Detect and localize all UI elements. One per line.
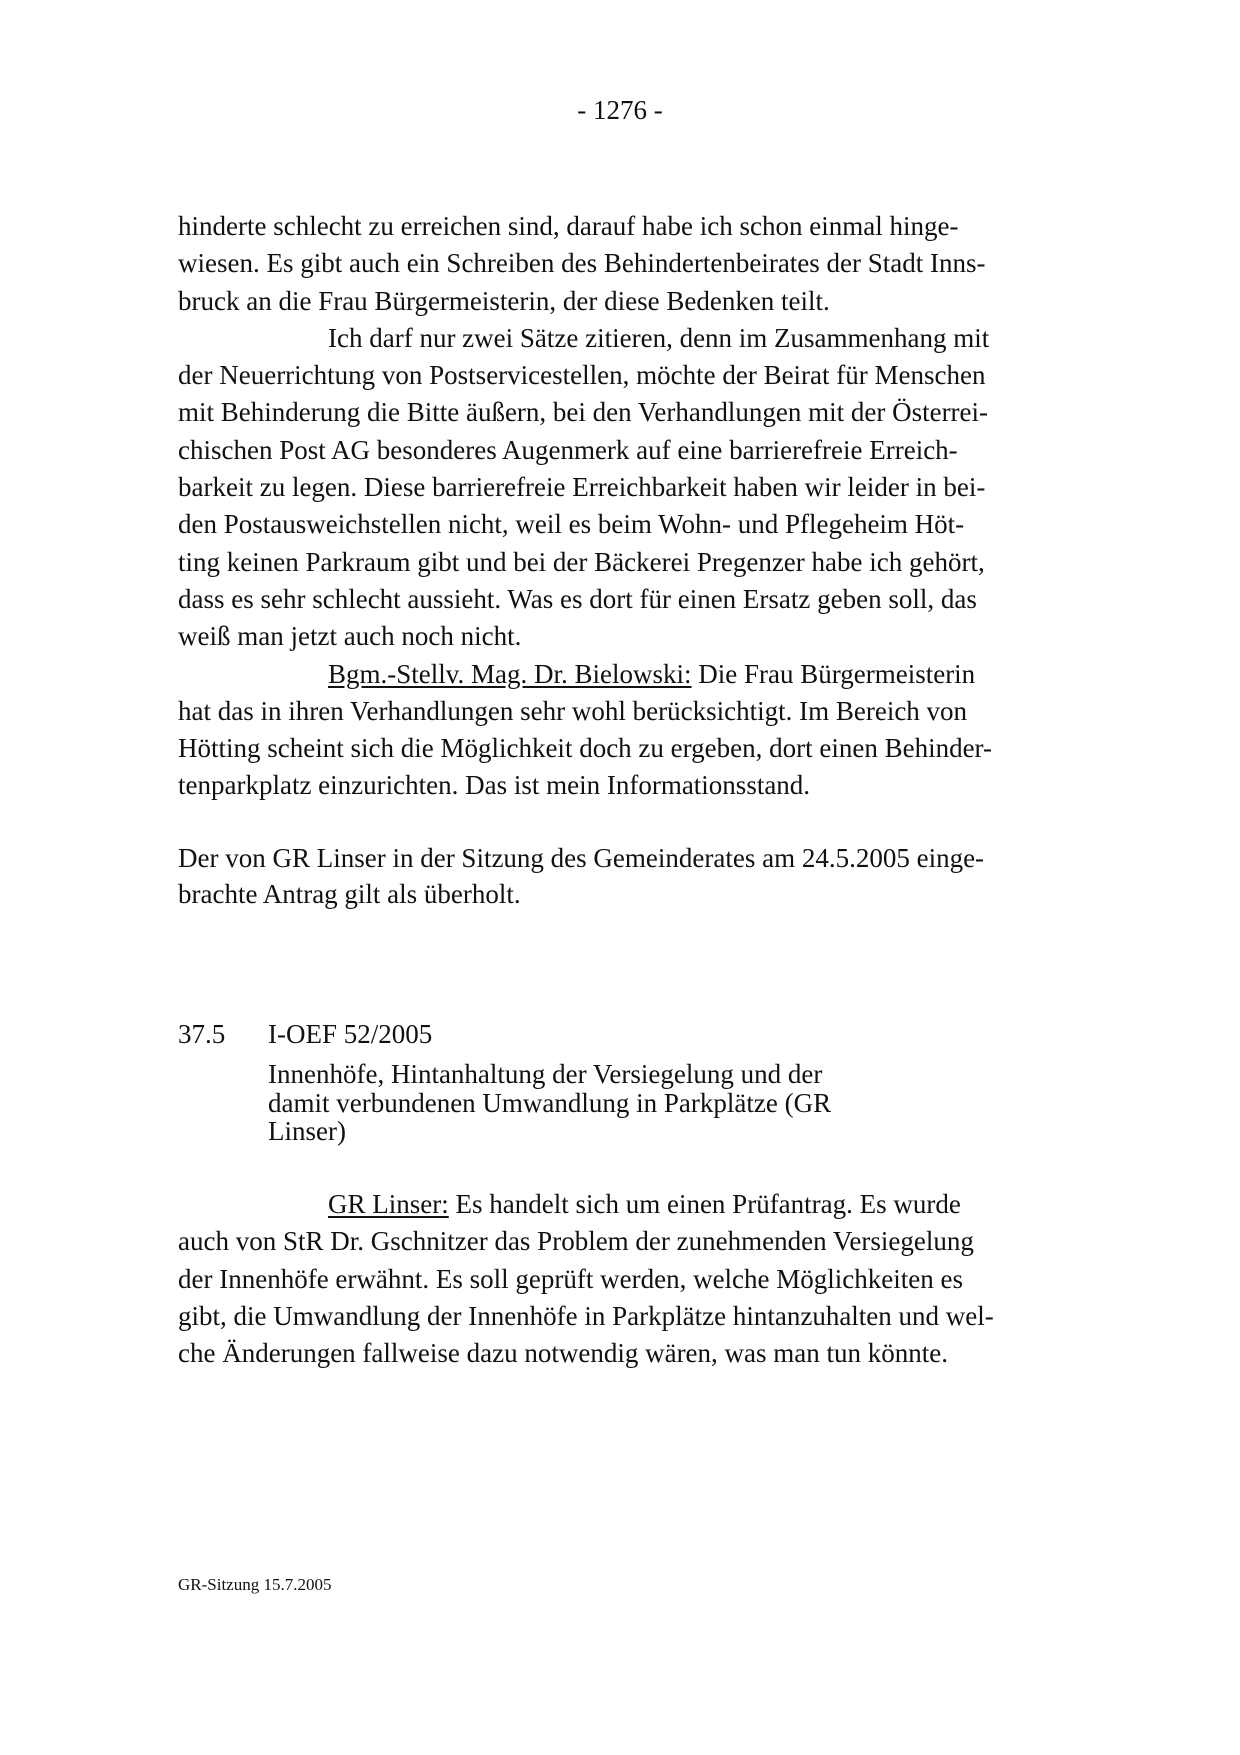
text-line: mit Behinderung die Bitte äußern, bei den Verhandlungen mit der Österrei- bbox=[178, 397, 989, 428]
speaker-text: Die Frau Bürgermeisterin bbox=[691, 658, 976, 689]
text-line: bruck an die Frau Bürgermeisterin, der diese Bedenken teilt. bbox=[178, 285, 830, 316]
text-line: Der von GR Linser in der Sitzung des Gemeinderates am 24.5.2005 einge- bbox=[178, 843, 985, 873]
text-line: der Neuerrichtung von Postservicestellen, möchte der Beirat für Menschen bbox=[178, 360, 986, 391]
text-line: wiesen. Es gibt auch ein Schreiben des Behindertenbeirates der Stadt Inns- bbox=[178, 248, 986, 279]
text-line: hinderte schlecht zu erreichen sind, darauf habe ich schon einmal hinge- bbox=[178, 211, 959, 241]
title-line: damit verbundenen Umwandlung in Parkplätze (GR bbox=[268, 1087, 832, 1118]
text-line: Hötting scheint sich die Möglichkeit doch zu ergeben, dort einen Behinder- bbox=[178, 733, 992, 764]
title-line: Linser) bbox=[268, 1116, 346, 1146]
text-line: der Innenhöfe erwähnt. Es soll geprüft werden, welche Möglichkeiten es bbox=[178, 1263, 963, 1294]
speaker-name: Bgm.-Stellv. Mag. Dr. Bielowski: bbox=[328, 658, 692, 689]
footer-session-date: GR-Sitzung 15.7.2005 bbox=[178, 1575, 332, 1594]
motion-statement-text bbox=[178, 1186, 1078, 1372]
text-line: hat das in ihren Verhandlungen sehr wohl berücksichtigt. Im Bereich von bbox=[178, 695, 968, 726]
title-line: Innenhöfe, Hintanhaltung der Versiegelung und der bbox=[268, 1059, 823, 1089]
text-line: den Postausweichstellen nicht, weil es beim Wohn- und Pflegeheim Höt- bbox=[178, 509, 965, 540]
statement-text bbox=[178, 208, 1078, 805]
text-line: barkeit zu legen. Diese barrierefreie Erreichbarkeit haben wir leider in bei- bbox=[178, 472, 986, 503]
text-line: auch von StR Dr. Gschnitzer das Problem der zunehmenden Versiegelung bbox=[178, 1226, 974, 1257]
text-line: tenparkplatz einzurichten. Das ist mein Informationsstand. bbox=[178, 770, 811, 801]
page-number: - 1276 - bbox=[577, 95, 663, 125]
speaker-line bbox=[178, 1186, 1078, 1223]
speaker-text: Es handelt sich um einen Prüfantrag. Es wurde bbox=[448, 1189, 961, 1219]
speaker-line bbox=[178, 656, 1078, 693]
resolution-text bbox=[178, 840, 1078, 912]
speaker-name: GR Linser: bbox=[328, 1189, 449, 1219]
text-line: chischen Post AG besonderes Augenmerk auf eine barrierefreie Erreich- bbox=[178, 434, 958, 465]
agenda-item-title bbox=[268, 1060, 968, 1146]
agenda-item-code: I-OEF 52/2005 bbox=[268, 1019, 433, 1049]
text-line: dass es sehr schlecht aussieht. Was es dort für einen Ersatz geben soll, das bbox=[178, 583, 977, 614]
text-line: ting keinen Parkraum gibt und bei der Bäckerei Pregenzer habe ich gehört, bbox=[178, 546, 985, 577]
text-line: Ich darf nur zwei Sätze zitieren, denn im Zusammenhang mit bbox=[328, 322, 990, 353]
text-line: gibt, die Umwandlung der Innenhöfe in Parkplätze hintanzuhalten und wel- bbox=[178, 1300, 994, 1331]
text-line: che Änderungen fallweise dazu notwendig wären, was man tun könnte. bbox=[178, 1338, 949, 1369]
text-line: brachte Antrag gilt als überholt. bbox=[178, 879, 521, 909]
agenda-item-number: 37.5 bbox=[178, 1019, 226, 1049]
text-line: weiß man jetzt auch noch nicht. bbox=[178, 621, 522, 652]
